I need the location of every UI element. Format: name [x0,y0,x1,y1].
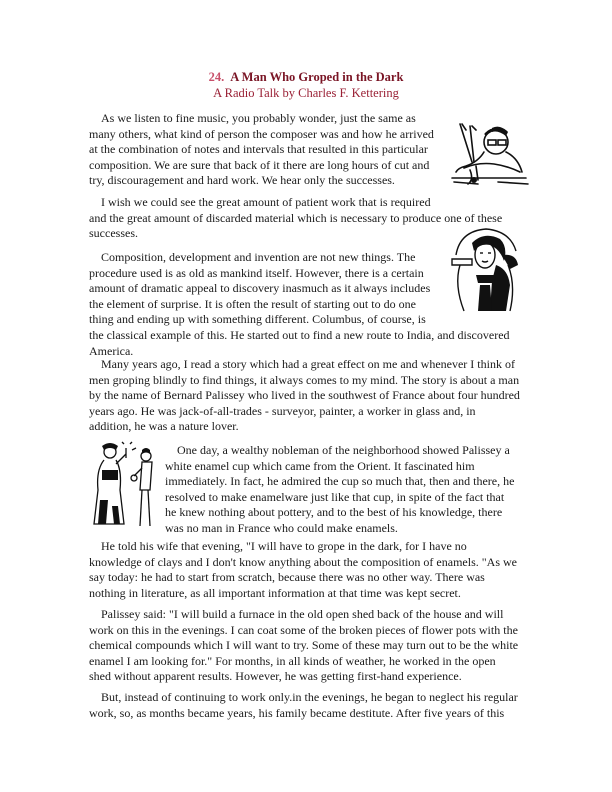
text-line: the classical example of this. He started out to find a new route to India, and discovered [89,327,510,342]
paragraph-3 [89,250,510,359]
text-line: chemical compounds which I will want to try. Some of these may turn out to be the white [89,638,519,653]
paragraph-8 [89,690,518,721]
text-line: As we listen to fine music, you probably wonder, just the same as [101,111,416,125]
text-line: But, instead of continuing to work only.in the evenings, he began to neglect his regular [101,690,518,704]
text-line: addition, he was a nature lover. [89,419,239,434]
text-line: enamel I am looking for." For months, in all kinds of weather, he worked in the open [89,653,496,668]
text-line: knowledge of clays and I don't know anything about the composition of enamels. "As we [89,554,517,569]
text-line: America. [89,343,134,358]
text-line: many others, what kind of person the composer was and how he arrived [89,126,434,141]
text-line: and the great amount of discarded material which is necessary to produce one of these [89,210,503,225]
composer-illustration [448,122,530,188]
paragraph-1 [89,111,434,189]
text-line: work on this in the evenings. I can coat some of the broken pieces of flower pots with the [89,622,518,637]
nobleman-palissey-illustration [88,440,160,532]
text-line: Palissey said: "I will build a furnace in the old open shed back of the house and will [101,607,504,621]
text-line: One day, a wealthy nobleman of the neighborhood showed Palissey a [177,443,510,457]
text-line: at the combination of notes and intervals that resulted in this particular [89,142,428,157]
text-line: Composition, development and invention are not new things. The [101,250,416,264]
text-line: by the name of Bernard Palissey who lived in the southwest of France about four hundred [89,388,520,403]
text-line: He told his wife that evening, "I will have to grope in the dark, for I have no [101,539,467,553]
text-line: nothing in literature, as all important information at that time was kept secret. [89,585,461,600]
text-line: composition. We are sure that back of it there are long hours of cut and [89,157,430,172]
text-line: he knew nothing about pottery, and to the best of his knowledge, there [165,505,503,520]
text-line: shed without apparent results. However, he was getting first-hand experience. [89,669,462,684]
text-line: successes. [89,226,138,241]
text-line: procedure used is as old as mankind itself. However, there is a certain [89,265,424,280]
text-line: thing and ending up with something different. Columbus, of course, is [89,312,426,327]
paragraph-5 [165,443,514,537]
article-title-text: A Man Who Groped in the Dark [230,70,404,84]
text-line: say today: he had to start from scratch, because there was no other way. There was [89,570,485,585]
text-line: was no man in France who could make enamels. [165,520,398,535]
paragraph-7 [89,607,518,685]
text-line: resolved to make enamelware just like that cup, in spite of the fact that [165,489,505,504]
text-line: work, so, as months became years, his family became destitute. After five years of this [89,705,505,720]
text-line: white enamel cup which came from the Orient. It fascinated him [165,458,475,473]
text-line: try, discouragement and hard work. We hear only the successes. [89,173,395,188]
text-line: the element of surprise. It is often the result of starting out to do one [89,296,416,311]
text-line: I wish we could see the great amount of patient work that is required [101,195,431,209]
text-line: men groping blindly to find things, it always comes to my mind. The story is about a man [89,372,520,387]
article-number: 24. [208,70,225,84]
text-line: years ago. He was jack-of-all-trades - surveyor, painter, a worker in glass and, in [89,403,476,418]
text-line: Many years ago, I read a story which had a great effect on me and whenever I think of [101,357,515,371]
paragraph-4 [89,357,520,435]
text-line: amount of dramatic appeal to discovery inasmuch as it always includes [89,281,431,296]
paragraph-6 [89,539,517,601]
article-title [0,70,612,85]
text-line: immediately. In fact, he admired the cup so much that, then and there, he [165,474,515,489]
paragraph-2 [89,195,502,242]
article-subtitle: A Radio Talk by Charles F. Kettering [213,86,399,100]
